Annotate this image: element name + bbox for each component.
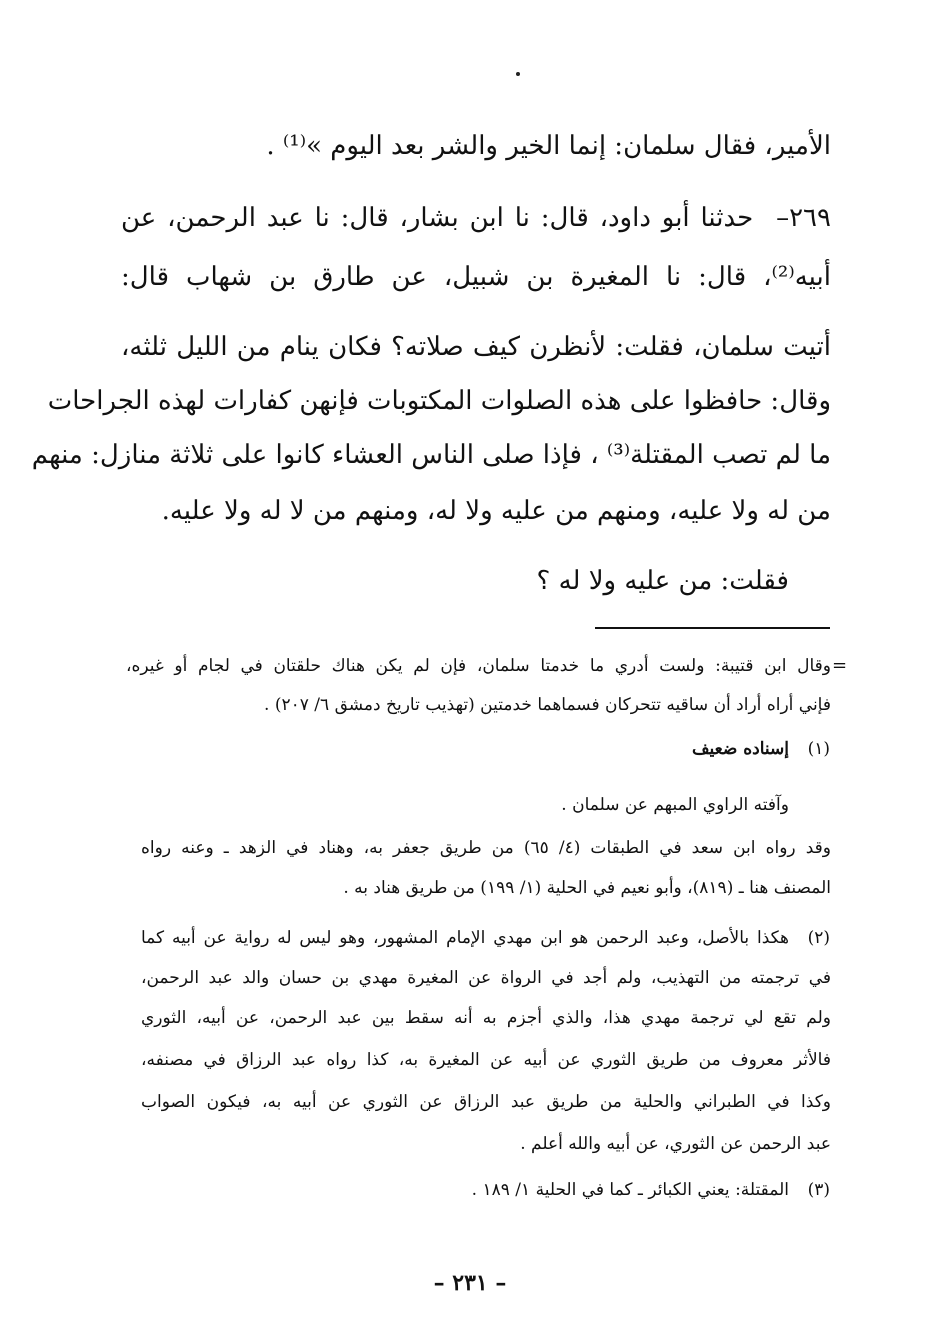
body-line-1: الأمير، فقال سلمان: إنما الخير والشر بعد اليوم »⁽¹⁾ . [266,131,831,161]
footnote-2-line-5: وكذا في الطبراني والحلية من طريق عبد الرزاق عن الثوري عن أبيه به، فيكون الصواب [141,1092,831,1112]
footnote-1-line-2: وآفته الراوي المبهم عن سلمان . [561,795,789,815]
top-mark [516,72,520,76]
footnote-1-line-4: المصنف هنا ـ (٨١٩)، وأبو نعيم في الحلية (١/ ١٩٩) من طريق هناد به . [343,878,831,898]
body-line-4: أتيت سلمان، فقلت: لأنظرن كيف صلاته؟ فكان ينام من الليل ثلثه، [121,332,831,362]
footnote-continuation-line-1: وقال ابن قتيبة: ولست أدري ما خدمتا سلمان، فإن لم يكن هناك حلقتان في لجام أو غيره، [126,656,831,676]
body-line-7: من له ولا عليه، ومنهم من عليه ولا له، ومنهم من لا له ولا عليه. [161,496,831,526]
footnote-separator [595,627,830,629]
body-line-6: ما لم تصب المقتلة⁽³⁾ ، فإذا صلى الناس العشاء كانوا على ثلاثة منازل: منهم [31,440,831,470]
continuation-mark: = [832,655,848,676]
body-line-8: فقلت: من عليه ولا له ؟ [536,566,789,596]
footnote-2-line-4: فالأثر معروف من طريق الثوري عن أبيه عن المغيرة به، كذا رواه عبد الرزاق في مصنفه، [141,1050,831,1070]
hadith-number: ٢٦٩– [776,203,831,233]
hadith-opening-line [121,195,831,241]
footnote-2-line-3: ولم تقع لي ترجمة مهدي هذا، والذي أجزم به أنه سقط بين عبد الرحمن، عن أبيه، الثوري [141,1008,831,1028]
page-number: – ٢٣١ – [433,1270,507,1296]
footnote-1-line-3: وقد رواه ابن سعد في الطبقات (٤/ ٦٥) من طريق جعفر به، وهناد في الزهد ـ وعنه رواه [141,838,831,858]
footnote-2-line-2: في ترجمته من التهذيب، ولم أجد في الرواة عن المغيرة مهدي بن حسان والد عبد الرحمن، [141,968,831,988]
body-line-5: وقال: حافظوا على هذه الصلوات المكتوبات فإنهن كفارات لهذه الجراحات [47,386,831,416]
body-line-3: أبيه⁽²⁾، قال: نا المغيرة بن شبيل، عن طارق بن شهاب قال: [121,262,831,292]
footnote-2-line-6: عبد الرحمن عن الثوري، عن أبيه والله أعلم . [520,1134,831,1154]
footnote-1-title: إسناده ضعيف [691,739,789,759]
footnote-3-line-1: المقتلة: يعني الكبائر ـ كما في الحلية ١/ ١٨٩ . [471,1180,789,1200]
body-line-2: حدثنا أبو داود، قال: نا ابن بشار، قال: نا عبد الرحمن، عن [121,203,754,233]
footnote-3-number: (٣) [807,1180,830,1200]
footnote-1-number: (١) [807,739,830,759]
footnote-2-number: (٢) [807,928,830,948]
footnote-2-line-1: هكذا بالأصل، وعبد الرحمن هو ابن مهدي الإمام المشهور، وهو ليس له رواية عن أبيه كما [141,928,789,948]
footnote-continuation-line-2: فإني أراه أراد أن ساقيه تتحركان فسماهما خدمتين (تهذيب تاريخ دمشق ٦/ ٢٠٧) . [264,695,831,715]
